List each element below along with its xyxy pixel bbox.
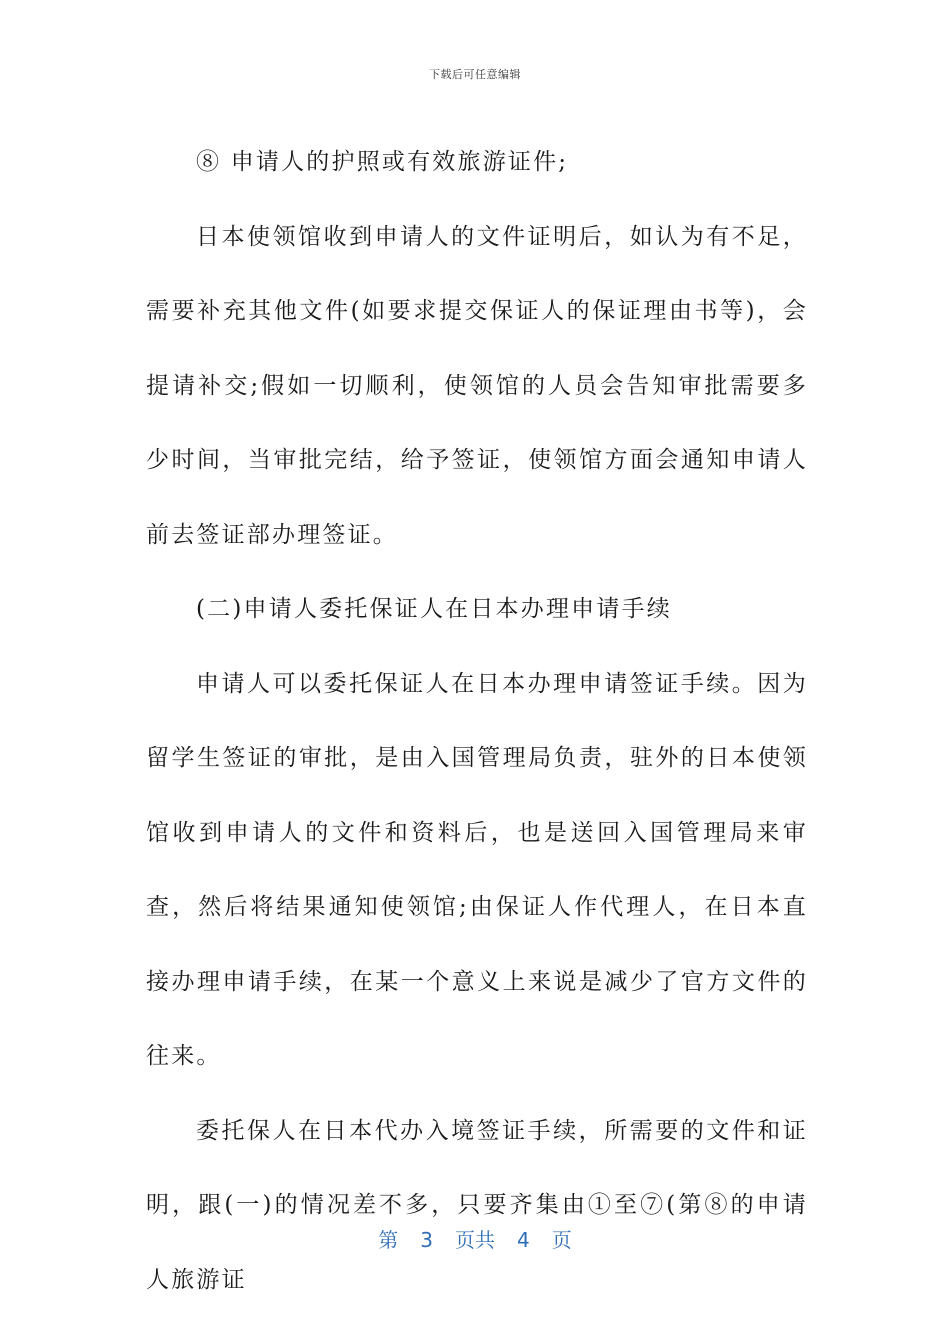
paragraph-4: 申请人可以委托保证人在日本办理申请签证手续。因为留学生签证的审批，是由入国管理局负责，驻外的日本使领馆收到申请人的文件和资料后，也是送回入国管理局来审查，然后将结果通知使领馆;由保证人作代理人，在日本直接办理申请手续，在某一个意义上来说是减少了官方文件的往来。 [146,670,808,1069]
footer-page-number: 3 [420,1228,433,1252]
paragraph-2: 日本使领馆收到申请人的文件证明后，如认为有不足，需要补充其他文件(如要求提交保证人的保证理由书等)，会提请补交;假如一切顺利，使领馆的人员会告知审批需要多少时间，当审批完结，给予签证，使领馆方面会通知申请人前去签证部办理签证。 [146,223,808,548]
header-text: 下载后可任意编辑 [429,68,521,81]
paragraph-3: (二)申请人委托保证人在日本办理申请手续 [196,596,672,622]
footer-total-pages: 4 [517,1228,530,1252]
footer-prefix: 第 [378,1228,399,1252]
footer-middle: 页共 [455,1228,495,1252]
paragraph-1: ⑧ 申请人的护照或有效旅游证件; [196,149,569,175]
paragraph-5: 委托保人在日本代办入境签证手续，所需要的文件和证明，跟(一)的情况差不多，只要齐集由①至⑦(第⑧的申请人旅游证 [146,1117,808,1293]
footer-suffix: 页 [551,1228,572,1252]
page-footer [0,1224,950,1253]
page-header [0,66,950,82]
document-body [146,125,808,1317]
